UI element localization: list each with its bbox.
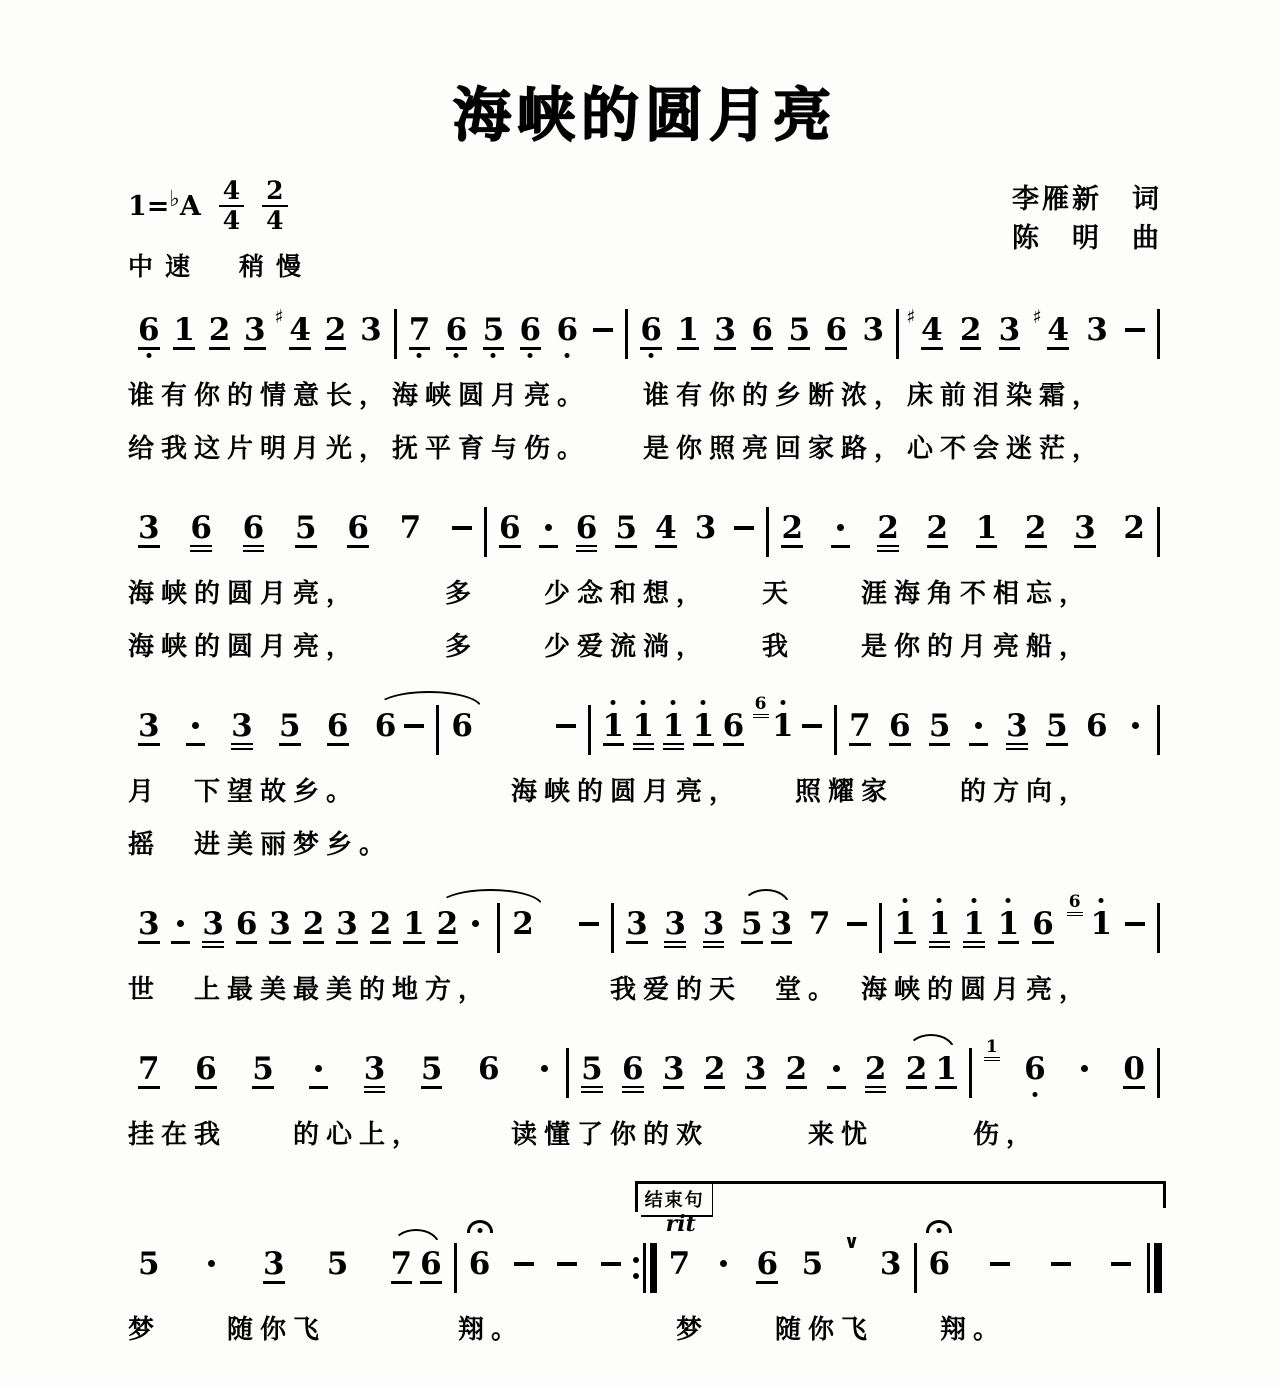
tempo-marking: 中速 稍慢 bbox=[128, 252, 314, 281]
dash bbox=[1125, 313, 1145, 347]
octave-dot-below bbox=[565, 353, 570, 358]
barline bbox=[566, 1048, 569, 1098]
note: 3 bbox=[703, 907, 725, 948]
octave-dot-below bbox=[491, 353, 496, 358]
octave-dot-above bbox=[701, 700, 706, 705]
note: 6 bbox=[888, 707, 911, 744]
dash-bar bbox=[1051, 1262, 1071, 1266]
note: 7 bbox=[399, 509, 422, 546]
aug-dot bbox=[202, 1247, 221, 1281]
note: 7 bbox=[808, 905, 831, 942]
music-system bbox=[128, 1036, 1162, 1151]
meter-numerator: 4 bbox=[219, 178, 244, 207]
note: 1 bbox=[772, 709, 794, 743]
note: 6 bbox=[446, 313, 468, 350]
thin-bar bbox=[643, 1243, 646, 1293]
note: 2 bbox=[785, 1050, 808, 1087]
grace-note: 6 bbox=[753, 695, 769, 719]
note: 1 bbox=[894, 907, 916, 944]
barline bbox=[454, 1243, 457, 1293]
note: 3 bbox=[694, 509, 717, 546]
note: 3 bbox=[244, 311, 266, 348]
measure bbox=[441, 709, 585, 743]
note: 2 bbox=[865, 1052, 887, 1093]
note: 7 bbox=[409, 313, 431, 350]
note: 3 bbox=[744, 1050, 767, 1087]
note: 7 bbox=[849, 707, 871, 744]
dash-bar bbox=[847, 922, 867, 926]
dash bbox=[593, 313, 613, 347]
note: 5 bbox=[928, 707, 951, 744]
note: 2 bbox=[369, 905, 392, 942]
note: 6 bbox=[451, 707, 473, 744]
sharp-icon: ♯ bbox=[274, 305, 284, 328]
dash bbox=[1125, 907, 1145, 941]
slur-arc bbox=[741, 907, 792, 944]
note: 2 bbox=[324, 311, 347, 348]
barline bbox=[1157, 507, 1160, 557]
dash bbox=[847, 907, 867, 941]
note: 7 bbox=[390, 1245, 413, 1282]
measure bbox=[128, 1052, 564, 1093]
lyric-line: 梦 随你飞 翔。 梦 随你飞 翔。 bbox=[128, 1313, 1007, 1344]
final-barline-icon bbox=[1147, 1243, 1162, 1293]
note: 3 bbox=[662, 1050, 685, 1087]
score-body bbox=[128, 305, 1162, 1346]
octave-dot-above bbox=[937, 898, 942, 903]
note: 6 bbox=[622, 1052, 644, 1093]
notes-row bbox=[128, 1230, 1162, 1293]
note: 6 bbox=[520, 313, 542, 350]
aug-dot bbox=[831, 511, 850, 548]
note: 2 bbox=[1123, 509, 1145, 546]
note: 6 bbox=[469, 1247, 491, 1281]
octave-dot-above bbox=[780, 700, 785, 705]
note: 6 bbox=[1086, 707, 1108, 744]
note: 5 bbox=[581, 1052, 603, 1093]
grace-note: 6 bbox=[1067, 893, 1083, 917]
note: 7 bbox=[668, 1245, 691, 1282]
note: 1 bbox=[663, 709, 685, 750]
barline bbox=[625, 309, 628, 359]
aug-dot bbox=[171, 907, 190, 944]
ending-bracket bbox=[635, 1181, 1166, 1214]
note: 5 bbox=[138, 1245, 160, 1282]
note: 6 bbox=[825, 311, 848, 348]
dash-bar bbox=[802, 724, 822, 728]
note: 6 bbox=[374, 707, 397, 744]
note: 2 bbox=[877, 511, 899, 552]
aug-dot-shape bbox=[837, 524, 844, 531]
key-meter-row bbox=[128, 178, 313, 235]
measure bbox=[571, 1052, 967, 1093]
note: 6 bbox=[420, 1245, 442, 1282]
aug-dot-shape bbox=[541, 1065, 548, 1072]
note: 3 bbox=[998, 311, 1021, 348]
repeat-barline-icon bbox=[633, 1243, 657, 1293]
dash-bar bbox=[452, 526, 472, 530]
aug-dot bbox=[1126, 709, 1145, 743]
note: 4 ♯ bbox=[1047, 313, 1069, 350]
aug-dot bbox=[827, 1052, 846, 1089]
note: 6 bbox=[347, 509, 369, 546]
music-system bbox=[128, 891, 1162, 1006]
dash bbox=[601, 1247, 621, 1281]
measure bbox=[839, 709, 1155, 750]
note: 6 bbox=[1032, 905, 1054, 942]
note: 2 bbox=[208, 311, 231, 348]
note: 5 bbox=[294, 509, 317, 546]
note: 3 bbox=[138, 707, 160, 744]
ending-label: 结束句 bbox=[641, 1184, 713, 1217]
octave-dot-below bbox=[417, 353, 422, 358]
note: 2 bbox=[1024, 509, 1047, 546]
thin-bar bbox=[1147, 1243, 1150, 1293]
measure bbox=[128, 907, 495, 948]
slur-arc bbox=[437, 907, 486, 944]
thick-bar bbox=[650, 1243, 657, 1293]
barline bbox=[1157, 705, 1160, 755]
lyric-line: 摇 进美丽梦乡。 bbox=[128, 828, 393, 859]
note: 5 bbox=[1046, 707, 1068, 744]
measure bbox=[771, 511, 1155, 552]
note: 6 bbox=[190, 511, 212, 552]
measure bbox=[128, 511, 482, 552]
octave-dot-above bbox=[671, 700, 676, 705]
time-signature-4-4 bbox=[219, 178, 244, 235]
octave-dot-above bbox=[1006, 898, 1011, 903]
octave-dot-above bbox=[971, 898, 976, 903]
note: 6 bbox=[556, 313, 578, 347]
note: 2 bbox=[703, 1050, 726, 1087]
dash bbox=[404, 709, 424, 743]
barline bbox=[484, 507, 487, 557]
note: 2 bbox=[959, 311, 982, 348]
note: 2 bbox=[926, 509, 949, 546]
note: 2 bbox=[512, 905, 534, 942]
note: 1 bbox=[1090, 907, 1112, 941]
note: 5 bbox=[788, 311, 811, 348]
barline bbox=[914, 1243, 917, 1293]
lyric-line: 海峡的圆月亮， 多 少念和想， 天 涯海角不相忘， bbox=[128, 577, 1093, 608]
note: 6 bbox=[756, 1245, 779, 1282]
octave-dot-above bbox=[641, 700, 646, 705]
dash bbox=[452, 511, 472, 545]
note: 5 bbox=[801, 1245, 824, 1282]
aug-dot-shape bbox=[192, 722, 199, 729]
key-letter: A bbox=[179, 190, 201, 222]
dash-bar bbox=[579, 922, 599, 926]
measure bbox=[659, 1230, 912, 1284]
lyric-line: 月 下望故乡。 海峡的圆月亮， 照耀家 的方向， bbox=[128, 775, 1093, 806]
dash bbox=[514, 1247, 534, 1281]
note: 6 bbox=[477, 1050, 500, 1087]
note: 2 bbox=[781, 509, 804, 546]
aug-dot bbox=[969, 709, 988, 746]
barline bbox=[1157, 1048, 1160, 1098]
slur-arc bbox=[391, 1247, 442, 1284]
note: 5 bbox=[741, 905, 763, 942]
aug-dot bbox=[309, 1052, 328, 1089]
note: 3 bbox=[336, 905, 358, 942]
aug-dot bbox=[1075, 1052, 1094, 1086]
measure bbox=[502, 907, 609, 941]
note: 3 bbox=[1074, 509, 1096, 546]
note: 2 bbox=[905, 1050, 928, 1087]
dash bbox=[1111, 1247, 1131, 1281]
octave-dot-below bbox=[1032, 1092, 1037, 1097]
music-system bbox=[128, 693, 1162, 861]
note: 6 bbox=[751, 311, 773, 348]
notes-row bbox=[128, 891, 1162, 953]
note: 1 bbox=[173, 311, 195, 348]
aug-dot bbox=[535, 1052, 554, 1086]
note: 6 bbox=[326, 707, 349, 744]
dash bbox=[579, 907, 599, 941]
grace-note: 1 bbox=[984, 1038, 1000, 1062]
slur-arc bbox=[375, 709, 425, 743]
aug-dot-shape bbox=[472, 920, 479, 927]
octave-dot-above bbox=[611, 700, 616, 705]
dash-bar bbox=[557, 1262, 577, 1266]
barline bbox=[834, 705, 837, 755]
note: 3 bbox=[879, 1245, 902, 1282]
dash-bar bbox=[1125, 328, 1145, 332]
note: 3 bbox=[862, 311, 885, 348]
note: 6 bbox=[929, 1247, 951, 1281]
note: 6 bbox=[138, 313, 160, 350]
aug-dot bbox=[466, 907, 485, 941]
note: 1 bbox=[403, 905, 425, 942]
note: 1 bbox=[633, 709, 655, 750]
note: 3 bbox=[364, 1052, 386, 1093]
dash-bar bbox=[1111, 1262, 1131, 1266]
barline bbox=[588, 705, 591, 755]
note: 5 bbox=[615, 509, 638, 546]
note: 6 bbox=[576, 511, 598, 552]
measure bbox=[399, 313, 624, 350]
measure bbox=[128, 709, 434, 750]
dash bbox=[556, 709, 576, 743]
score-header bbox=[128, 178, 1162, 283]
note: 2 bbox=[302, 905, 325, 942]
note: 5 bbox=[420, 1050, 443, 1087]
note: 3 bbox=[770, 905, 793, 942]
lyricist-credit: 李雁新 词 bbox=[1012, 184, 1162, 214]
aug-dot-shape bbox=[1081, 1065, 1088, 1072]
note: 4 ♯ bbox=[921, 313, 943, 350]
note: 3 bbox=[714, 311, 736, 348]
barline bbox=[969, 1048, 972, 1098]
measure bbox=[919, 1247, 1142, 1281]
dash bbox=[802, 709, 822, 743]
note: 3 bbox=[202, 907, 224, 948]
aug-dot-shape bbox=[975, 722, 982, 729]
note: 3 bbox=[1006, 709, 1028, 750]
aug-dot-shape bbox=[177, 920, 184, 927]
octave-dot-below bbox=[454, 353, 459, 358]
notes-row bbox=[128, 1036, 1162, 1098]
note: 3 bbox=[262, 1245, 285, 1282]
note: 2 bbox=[436, 905, 459, 942]
meter-denominator: 4 bbox=[266, 206, 284, 236]
note: 6 bbox=[722, 707, 745, 744]
measure bbox=[630, 313, 894, 350]
barline bbox=[1157, 309, 1160, 359]
note: 3 bbox=[138, 905, 160, 942]
aug-dot-shape bbox=[545, 524, 552, 531]
bracket-tick bbox=[1163, 1184, 1166, 1208]
key-signature bbox=[128, 185, 201, 222]
meter-numerator: 2 bbox=[262, 178, 287, 207]
dash-bar bbox=[514, 1262, 534, 1266]
dash bbox=[1051, 1247, 1071, 1281]
sharp-icon: ♯ bbox=[1032, 305, 1042, 328]
bracket-tick bbox=[635, 1184, 638, 1212]
dash-bar bbox=[593, 328, 613, 332]
dash-bar bbox=[404, 724, 424, 728]
note: 1 bbox=[963, 907, 985, 948]
dash bbox=[990, 1247, 1010, 1281]
note: 6 bbox=[195, 1050, 217, 1087]
octave-dot-below bbox=[146, 353, 151, 358]
note: 1 bbox=[975, 509, 998, 546]
notes-row bbox=[128, 693, 1162, 755]
dash bbox=[734, 511, 754, 545]
note: 6 bbox=[1024, 1052, 1046, 1086]
key-prefix: 1= bbox=[128, 190, 170, 222]
dash-bar bbox=[1125, 922, 1145, 926]
note: 3 bbox=[138, 509, 160, 546]
octave-dot-above bbox=[1099, 898, 1104, 903]
sharp-icon: ♯ bbox=[906, 305, 916, 328]
lyric-line: 世 上最美最美的地方， 我爱的天 堂。 海峡的圆月亮， bbox=[128, 973, 1093, 1004]
measure bbox=[974, 1036, 1155, 1089]
note: 3 bbox=[626, 905, 648, 942]
barline bbox=[436, 705, 439, 755]
music-system bbox=[128, 305, 1162, 465]
dash-bar bbox=[734, 526, 754, 530]
note: 5 bbox=[483, 313, 505, 350]
octave-dot-below bbox=[528, 353, 533, 358]
note: 7 bbox=[138, 1050, 160, 1087]
time-signature-2-4 bbox=[262, 178, 287, 235]
music-system bbox=[128, 511, 1162, 663]
notes-row bbox=[128, 305, 1162, 359]
dash-bar bbox=[990, 1262, 1010, 1266]
measure bbox=[459, 1247, 631, 1281]
note: 6 bbox=[640, 313, 662, 350]
aug-dot-shape bbox=[315, 1065, 322, 1072]
repeat-dot bbox=[633, 1257, 639, 1263]
barline bbox=[879, 903, 882, 953]
barline bbox=[497, 903, 500, 953]
aug-dot-shape bbox=[208, 1260, 215, 1267]
measure bbox=[128, 1247, 452, 1284]
note: 5 bbox=[279, 707, 301, 744]
barline bbox=[766, 507, 769, 557]
aug-dot-shape bbox=[833, 1065, 840, 1072]
repeat-dots bbox=[633, 1243, 639, 1293]
measure bbox=[593, 693, 833, 750]
fermata-icon bbox=[926, 1220, 952, 1233]
note: 4 bbox=[655, 509, 677, 546]
fermata-icon bbox=[467, 1220, 493, 1233]
key-tempo-block bbox=[128, 178, 313, 283]
measure bbox=[884, 891, 1155, 948]
barline bbox=[394, 309, 397, 359]
aug-dot bbox=[186, 709, 205, 746]
note: 1 bbox=[603, 709, 625, 746]
breath-mark-icon: ∨ bbox=[843, 1230, 860, 1253]
flat-icon: ♭ bbox=[169, 185, 180, 212]
credits-block bbox=[1012, 180, 1162, 258]
note: 6 bbox=[235, 905, 258, 942]
notes-row bbox=[128, 511, 1162, 557]
song-title: 海峡的圆月亮 bbox=[452, 83, 837, 148]
rest-note: 0 bbox=[1123, 1050, 1145, 1087]
note: 1 bbox=[677, 311, 699, 348]
note: 1 bbox=[693, 709, 715, 746]
measure bbox=[489, 511, 764, 552]
aug-dot bbox=[539, 511, 558, 548]
note: 6 bbox=[243, 511, 265, 552]
lyric-line: 挂在我 的心上， 读懂了你的欢 来忧 伤， bbox=[128, 1118, 1040, 1149]
meter-denominator: 4 bbox=[222, 206, 241, 236]
dash-bar bbox=[556, 724, 576, 728]
note: 5 bbox=[326, 1245, 349, 1282]
note: 4 ♯ bbox=[289, 313, 311, 350]
dash-bar bbox=[601, 1262, 621, 1266]
note: 5 bbox=[252, 1050, 274, 1087]
barline bbox=[611, 903, 614, 953]
rit-marking: rit bbox=[665, 1210, 696, 1237]
music-system bbox=[128, 1189, 1162, 1346]
note: 1 bbox=[929, 907, 951, 948]
measure bbox=[901, 305, 1155, 350]
note: 3 bbox=[664, 907, 686, 948]
note: 1 bbox=[998, 907, 1020, 944]
barline bbox=[896, 309, 899, 359]
note: 3 bbox=[360, 311, 382, 348]
barline bbox=[1157, 903, 1160, 953]
octave-dot-above bbox=[902, 898, 907, 903]
note: 3 bbox=[231, 709, 253, 750]
slur-arc bbox=[906, 1052, 957, 1089]
measure bbox=[128, 305, 392, 350]
aug-dot-shape bbox=[720, 1260, 727, 1267]
dash bbox=[557, 1247, 577, 1281]
lyric-line: 给我这片明月光，抚平育与伤。 是你照亮回家路，心不会迷茫， bbox=[128, 432, 1106, 463]
note: 3 bbox=[1086, 311, 1108, 348]
aug-dot-shape bbox=[1132, 722, 1139, 729]
note: 6 bbox=[499, 509, 521, 546]
aug-dot bbox=[714, 1247, 733, 1281]
octave-dot-below bbox=[649, 353, 654, 358]
lyric-line: 海峡的圆月亮， 多 少爱流淌， 我 是你的月亮船， bbox=[128, 630, 1093, 661]
repeat-dot bbox=[633, 1273, 639, 1279]
thick-bar bbox=[1154, 1243, 1162, 1293]
note: 3 bbox=[269, 905, 291, 942]
lyric-line: 谁有你的情意长，海峡圆月亮。 谁有你的乡断浓，床前泪染霜， bbox=[128, 379, 1106, 410]
note: 1 bbox=[935, 1050, 957, 1087]
measure bbox=[616, 907, 877, 948]
composer-credit: 陈 明 曲 bbox=[1012, 223, 1162, 254]
